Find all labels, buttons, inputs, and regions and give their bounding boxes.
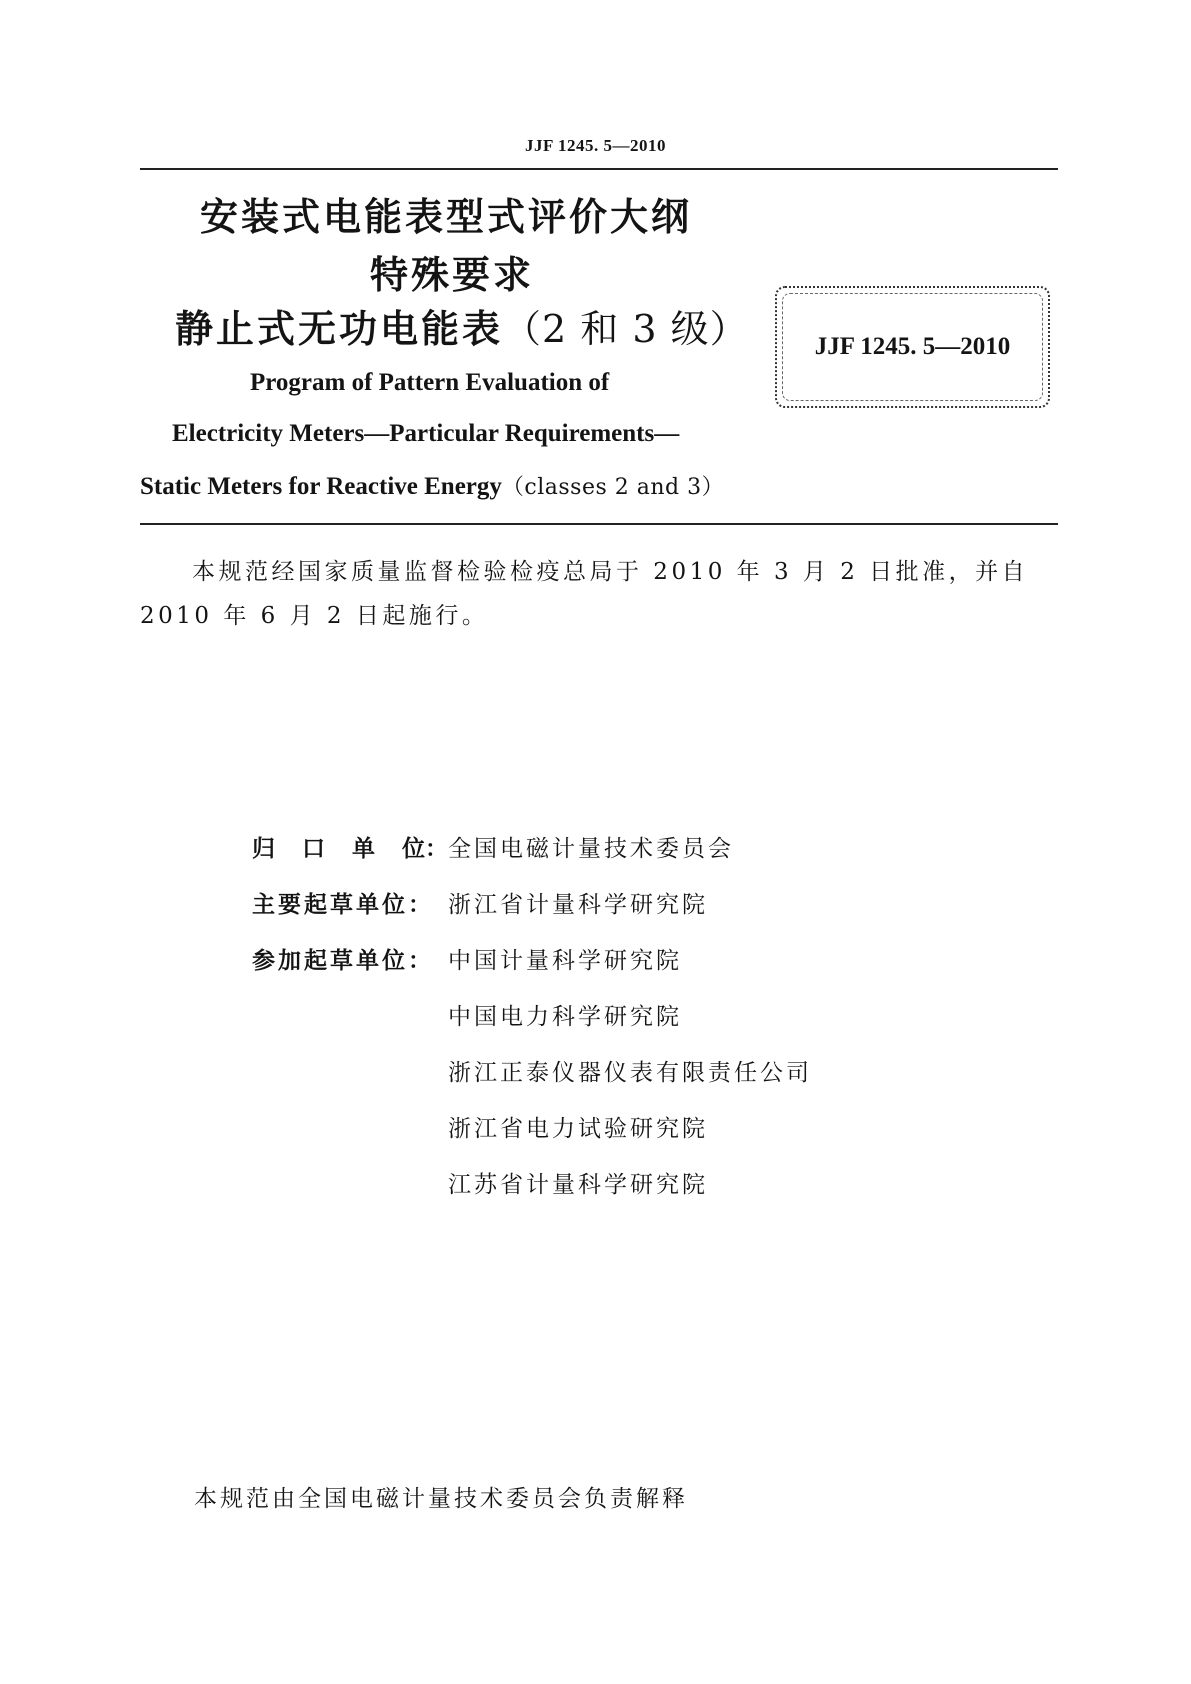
title-en-line-3-bold: Static Meters for Reactive Energy	[140, 473, 502, 500]
title-en-line-3	[140, 470, 724, 501]
org-value-main-drafter: 浙江省计量科学研究院	[448, 891, 708, 918]
org-value-participant: 浙江正泰仪器仪表有限责任公司	[448, 1059, 812, 1086]
header-divider	[140, 168, 1058, 170]
approval-statement: 本规范经国家质量监督检验检疫总局于 2010 年 3 月 2 日批准，并自 2010 年 6 月 2 日起施行。	[140, 559, 1029, 629]
org-row-participants	[252, 930, 682, 986]
org-row-main-drafter	[252, 874, 708, 930]
title-en-line-2: Electricity Meters—Particular Requirements—	[172, 420, 680, 447]
org-value-participant: 中国电力科学研究院	[448, 1003, 682, 1030]
title-cn-line-1: 安装式电能表型式评价大纲	[200, 195, 693, 239]
org-label-responsible	[252, 830, 448, 863]
standard-code-badge	[775, 286, 1050, 408]
interpretation-note: 本规范由全国电磁计量技术委员会负责解释	[194, 1486, 688, 1512]
title-cn-line-2: 特殊要求	[370, 253, 535, 297]
org-value-participant: 浙江省电力试验研究院	[448, 1115, 708, 1142]
title-cn-line-3	[175, 298, 749, 353]
header-standard-code: JJF 1245. 5—2010	[524, 136, 666, 155]
org-label-main-drafter: 主要起草单位：	[252, 891, 434, 918]
org-value-responsible: 全国电磁计量技术委员会	[448, 835, 734, 862]
label-char: 单	[352, 835, 375, 862]
org-row-participant	[252, 1042, 812, 1098]
org-value-participant: 中国计量科学研究院	[448, 947, 682, 974]
title-en-line-3-light: （classes 2 and 3）	[501, 475, 725, 500]
badge-code: JJF 1245. 5—2010	[814, 333, 1011, 360]
label-char: 位：	[402, 835, 448, 862]
title-cn-line-3-paren: （2 和 3 级）	[503, 307, 749, 351]
label-char: 口	[302, 835, 325, 862]
org-row-participant	[252, 1154, 708, 1210]
org-row-participant	[252, 986, 682, 1042]
org-value-participant: 江苏省计量科学研究院	[448, 1171, 708, 1198]
title-en-line-1: Program of Pattern Evaluation of	[250, 369, 610, 396]
org-row-participant	[252, 1098, 708, 1154]
title-cn-line-3-main: 静止式无功电能表	[175, 307, 504, 351]
label-char: 归	[252, 835, 275, 862]
title-divider	[140, 523, 1058, 525]
org-row-responsible	[252, 818, 734, 874]
org-label-participants: 参加起草单位：	[252, 947, 434, 974]
